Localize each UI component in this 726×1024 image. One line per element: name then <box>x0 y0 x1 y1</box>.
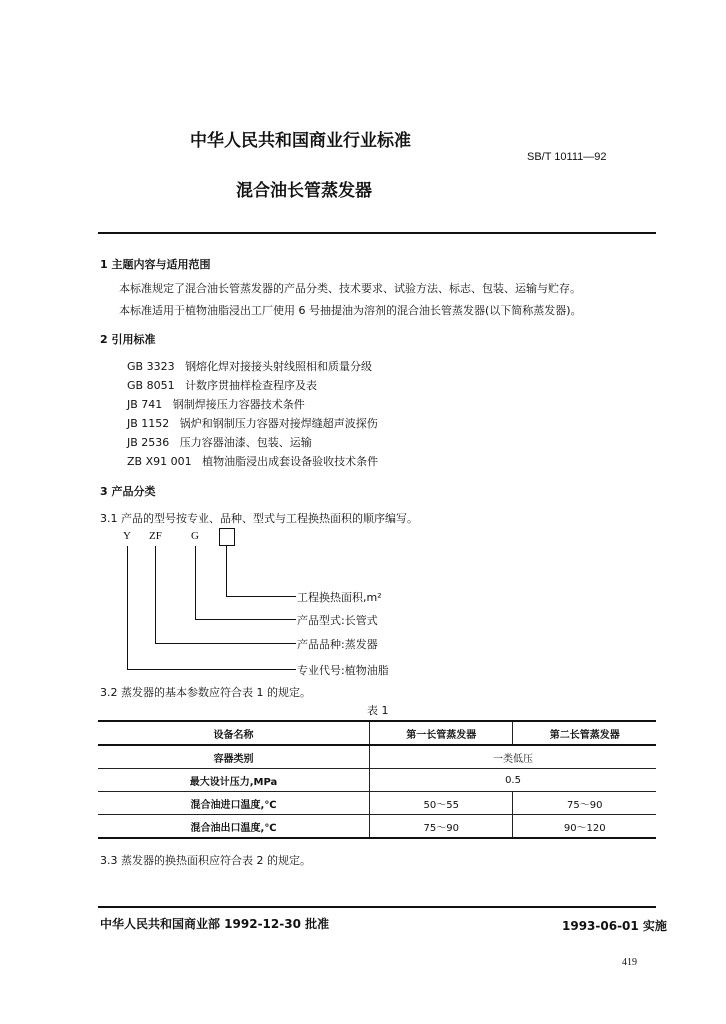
label-specialty-code: 专业代号:植物油脂 <box>297 664 389 677</box>
table-cell: 容器类别 <box>98 745 370 769</box>
table-cell: 75～90 <box>567 799 603 811</box>
clause-3-2: 3.2 蒸发器的基本参数应符合表 1 的规定。 <box>100 686 311 699</box>
label-heat-area: 工程换热面积,m² <box>297 591 382 604</box>
table-row <box>98 792 656 815</box>
section-1-paragraph-1: 本标准规定了混合油长管蒸发器的产品分类、技术要求、试验方法、标志、包装、运输与贮存。 <box>119 282 581 295</box>
reference-item: JB 741 钢制焊接压力容器技术条件 <box>127 398 305 411</box>
approval-date: 中华人民共和国商业部 1992-12-30 批准 <box>100 917 330 931</box>
reference-item: GB 3323 钢熔化焊对接接头射线照相和质量分级 <box>127 360 373 373</box>
section-2-heading: 2 引用标准 <box>100 333 156 346</box>
connector-line <box>226 596 296 597</box>
area-placeholder-box <box>219 528 235 546</box>
standard-number: SB/T 10111—92 <box>527 151 607 163</box>
table-header-row <box>98 721 656 745</box>
clause-3-1: 3.1 产品的型号按专业、品种、型式与工程换热面积的顺序编写。 <box>100 512 418 525</box>
table-1 <box>98 720 656 839</box>
table-cell: 0.5 <box>505 774 521 786</box>
reference-item: GB 8051 计数序贯抽样检查程序及表 <box>127 379 318 392</box>
table-cell: 混合油进口温度,℃ <box>98 792 370 815</box>
connector-line <box>195 619 296 620</box>
table-header-cell: 设备名称 <box>98 721 370 745</box>
model-letter-zf: ZF <box>149 530 162 542</box>
table-cell: 90～120 <box>563 822 606 834</box>
label-product-type: 产品型式:长管式 <box>297 614 378 627</box>
connector-line <box>155 643 296 644</box>
table-cell: 最大设计压力,MPa <box>98 769 370 792</box>
table-row <box>98 745 656 769</box>
org-title: 中华人民共和国商业行业标准 <box>190 131 411 151</box>
effective-date: 1993-06-01 实施 <box>562 919 667 933</box>
label-product-variety: 产品品种:蒸发器 <box>297 638 378 651</box>
table-cell: 50～55 <box>370 792 513 815</box>
section-3-heading: 3 产品分类 <box>100 485 156 498</box>
header-rule <box>98 232 656 234</box>
table-header-cell: 第一长管蒸发器 <box>370 721 513 745</box>
connector-line <box>127 669 296 670</box>
model-letter-y: Y <box>123 530 131 542</box>
connector-line <box>127 546 128 669</box>
connector-line <box>226 546 227 596</box>
table-cell: 一类低压 <box>493 753 534 765</box>
table-row <box>98 815 656 839</box>
document-title: 混合油长管蒸发器 <box>236 181 372 201</box>
reference-item: JB 1152 锅炉和钢制压力容器对接焊缝超声波探伤 <box>127 417 378 430</box>
table-cell: 75～90 <box>370 815 513 839</box>
table-cell: 混合油出口温度,℃ <box>98 815 370 839</box>
section-1-paragraph-2: 本标准适用于植物油脂浸出工厂使用 6 号抽提油为溶剂的混合油长管蒸发器(以下简称蒸发器)。 <box>119 304 582 317</box>
reference-item: JB 2536 压力容器油漆、包装、运输 <box>127 436 312 449</box>
table-header-cell: 第二长管蒸发器 <box>549 729 620 741</box>
model-letter-g: G <box>191 530 199 542</box>
page-number: 419 <box>622 957 637 968</box>
connector-line <box>155 546 156 643</box>
clause-3-3: 3.3 蒸发器的换热面积应符合表 2 的规定。 <box>100 854 311 867</box>
footer-rule <box>98 906 656 908</box>
section-1-heading: 1 主题内容与适用范围 <box>100 258 211 271</box>
table-row <box>98 769 656 792</box>
reference-item: ZB X91 001 植物油脂浸出成套设备验收技术条件 <box>127 455 379 468</box>
table-1-caption: 表 1 <box>367 704 389 717</box>
connector-line <box>195 546 196 619</box>
